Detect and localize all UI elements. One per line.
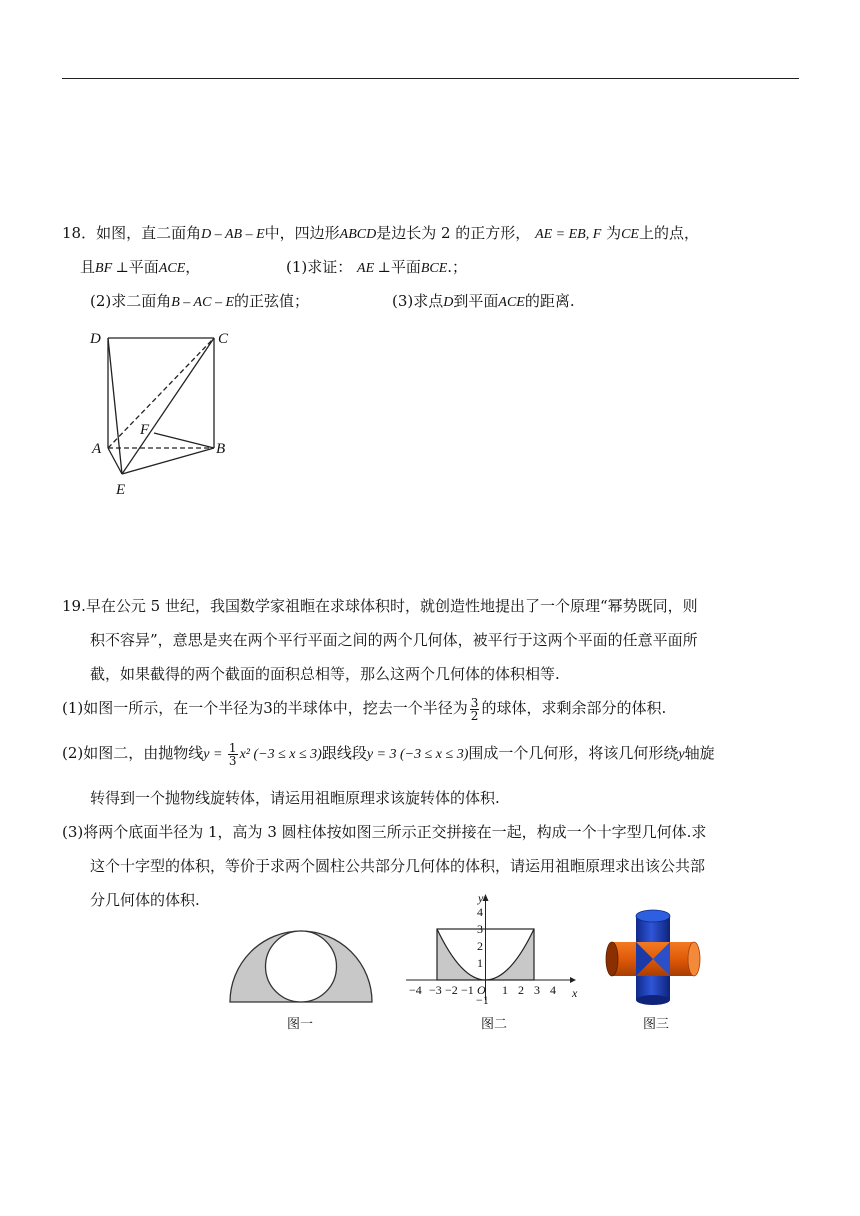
q19-intro-line3: 截，如果截得的两个截面的面积总相等，那么这两个几何体的体积相等. — [90, 665, 560, 683]
label-b: B — [216, 441, 226, 457]
header-rule — [62, 78, 799, 79]
y-tick-label: 1 — [477, 956, 483, 970]
x-tick-label: 3 — [534, 983, 540, 997]
x-tick-label: 2 — [518, 983, 524, 997]
q19-part3-line2: 这个十字型的体积，等价于求两个圆柱公共部分几何体的体积，请运用祖暅原理求出该公共部 — [90, 857, 706, 875]
x-tick-label: −1 — [461, 983, 474, 997]
label-c: C — [218, 331, 229, 347]
x-tick-label: 1 — [502, 983, 508, 997]
q18-part1: (1)求证： AE ⊥平面BCE.； — [286, 258, 468, 276]
y-tick-label: 2 — [477, 939, 483, 953]
x-axis-label: x — [572, 986, 578, 1000]
y-tick-label: 3 — [477, 922, 483, 936]
q19-intro-line2: 积不容异”，意思是夹在两个平行平面之间的两个几何体，被平行于这两个平面的任意平面所 — [90, 631, 698, 649]
y-axis-label: y — [478, 891, 484, 905]
q19-intro-line1: 19.早在公元 5 世纪，我国数学家祖暅在求球体积时，就创造性地提出了一个原理“幂势既同，则 — [62, 597, 698, 615]
q19-part3-line1: (3)将两个底面半径为 1，高为 3 圆柱体按如图三所示正交拼接在一起，构成一个十字型几何体.求 — [62, 823, 707, 841]
x-tick-label: −4 — [409, 983, 422, 997]
q18-figure — [88, 324, 238, 504]
edge-fb — [154, 433, 214, 448]
x-tick-label: 4 — [550, 983, 556, 997]
label-f: F — [140, 422, 150, 438]
edge-ce — [122, 338, 214, 474]
x-tick-label: −3 — [429, 983, 442, 997]
vertical-cylinder-bottom — [636, 995, 670, 1005]
x-axis-arrow — [570, 977, 576, 983]
q18-line1: 18．如图，直二面角D – AB – E中，四边形ABCD是边长为 2 的正方形， AE = EB, F 为CE上的点， — [62, 224, 699, 242]
vertical-cylinder-top — [636, 910, 670, 922]
label-e: E — [116, 482, 126, 498]
q19-part1: (1)如图一所示，在一个半径为3的半球体中，挖去一个半径为 $\frac{3}{2}$ 的球体，求剩余部分的体积. — [62, 695, 667, 723]
y-axis-arrow — [483, 894, 489, 901]
edge-de — [108, 338, 122, 474]
x-tick-label: −2 — [445, 983, 458, 997]
horizontal-cylinder-right — [688, 942, 700, 976]
y-tick-label: −1 — [476, 993, 489, 1007]
figure1-caption: 图一 — [287, 1017, 314, 1032]
horizontal-cylinder-left — [606, 942, 618, 976]
origin-label: O — [477, 983, 486, 997]
edge-ac — [108, 338, 214, 448]
q18-part3: (3)求点D到平面ACE的距离. — [392, 292, 575, 310]
removed-sphere — [266, 931, 337, 1002]
figure3-caption: 图三 — [643, 1017, 670, 1032]
q19-part3-line3: 分几何体的体积. — [90, 891, 200, 909]
label-d: D — [90, 331, 101, 347]
label-a: A — [92, 441, 102, 457]
y-tick-label: 4 — [477, 905, 483, 919]
figure1-hemisphere — [226, 910, 376, 1006]
figure2-caption: 图二 — [481, 1017, 508, 1032]
q19-part2-line2: 转得到一个抛物线旋转体，请运用祖暅原理求该旋转体的体积. — [90, 789, 500, 807]
q18-line2: 且BF ⊥平面ACE， — [80, 258, 201, 276]
figure3-cylinders — [602, 908, 704, 1008]
q18-part2: (2)求二面角B – AC – E的正弦值； — [90, 292, 310, 310]
figure2-graph — [400, 890, 585, 1010]
edge-be — [122, 448, 214, 474]
q19-part2: (2)如图二，由抛物线y = $\frac{1}{3}$ x² (−3 ≤ x ≤ 3)跟线段y = 3 (−3 ≤ x ≤ 3)围成一个几何形，将该几何形绕y轴旋 — [62, 740, 715, 768]
